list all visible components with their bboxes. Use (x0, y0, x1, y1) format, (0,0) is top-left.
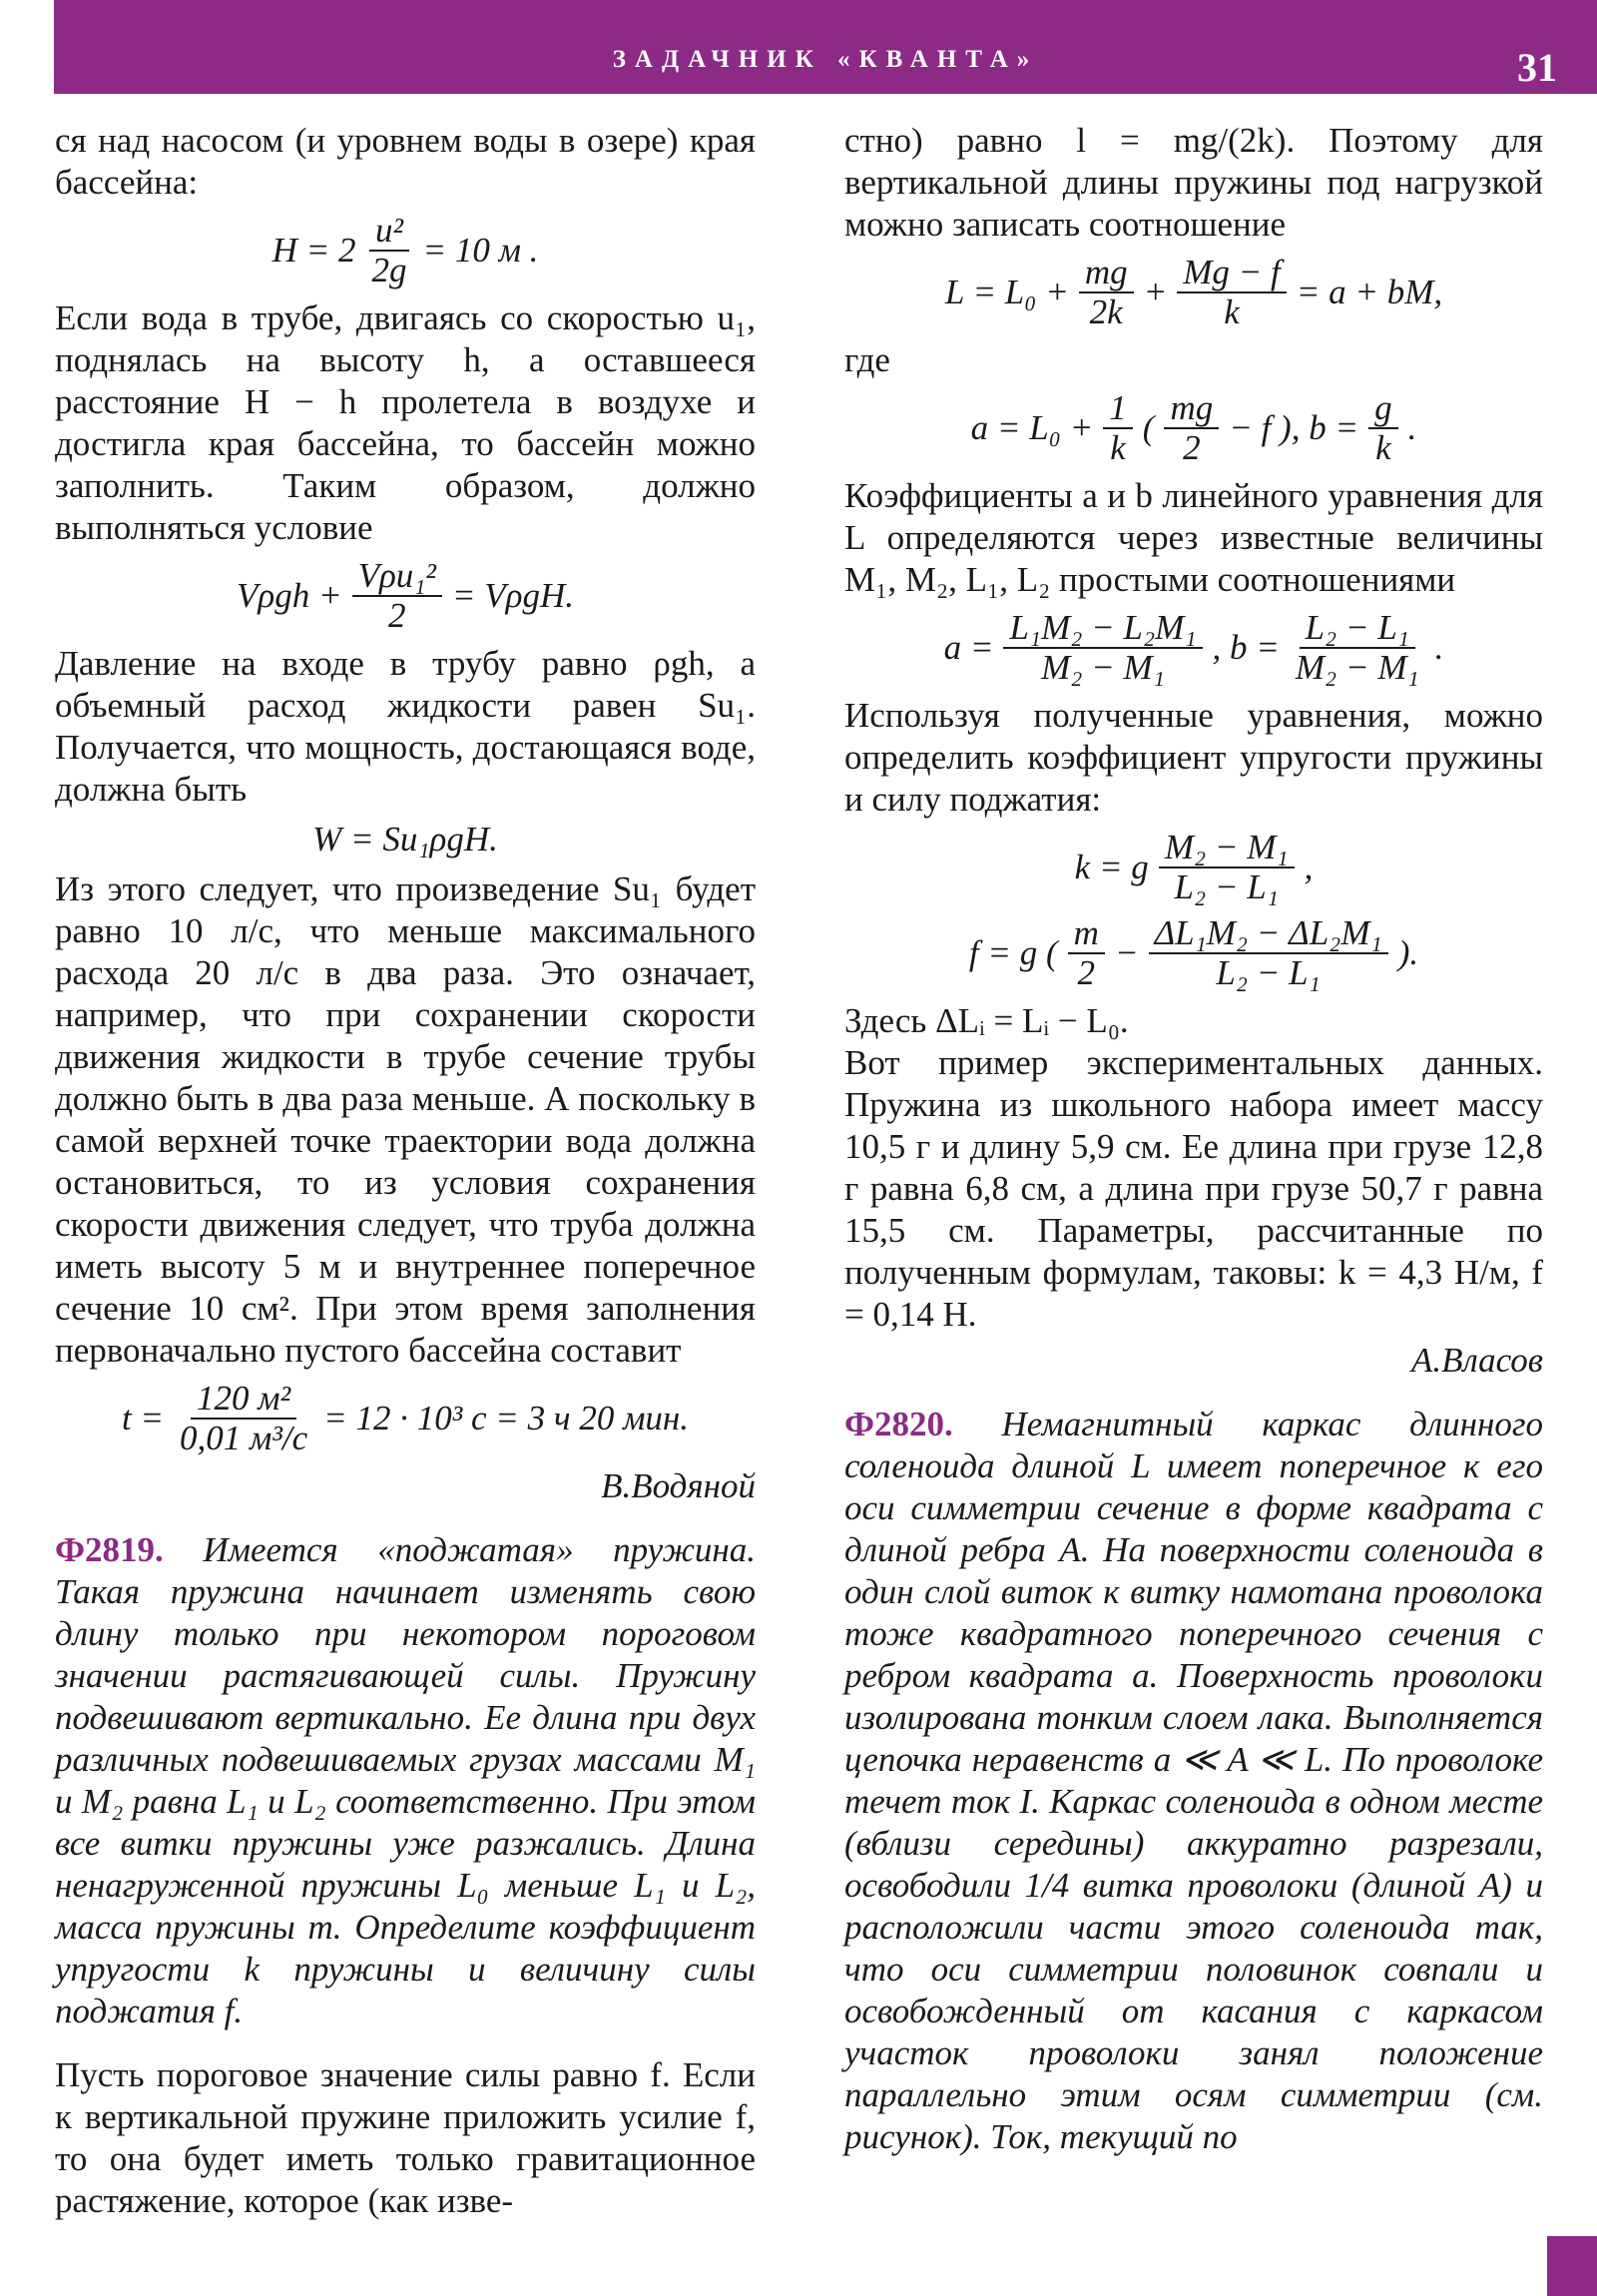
left-column (55, 120, 756, 2222)
problem-number: Ф2819. (55, 1530, 164, 1569)
problem-text: Имеется «поджатая» пружина. Такая пружина начинает изменять свою длину только при некотором пороговом значении растягивающей силы. Пружину подвешивают вертикально. Ее длина при двух различных подвешиваемых грузах массами M₁ и M₂ равна L₁ и L₂ соответственно. При этом все витки пружины уже разжались. Длина ненагруженной пружины L₀ меньше L₁ и L₂, масса пружины m. Определите коэффициент упругости k пружины и величину силы поджатия f. (55, 1530, 757, 2030)
paragraph: Пусть пороговое значение силы равно f. Если к вертикальной пружине приложить усилие f, то она будет иметь только гравитационное растяжение, которое (как изве- (55, 2055, 756, 2220)
corner-accent-bar (1547, 2236, 1597, 2296)
paragraph: Вот пример экспериментальных данных. Пружина из школьного набора имеет массу 10,5 г и длину 5,9 см. Ее длина при грузе 12,8 г равна 6,8 см, а длина при грузе 50,7 г равна 15,5 см. Параметры, рассчитанные по полученным формулам, таковы: k = 4,3 Н/м, f = 0,14 Н. (844, 1043, 1543, 1334)
author-signature: А.Власов (1410, 1341, 1543, 1380)
author-signature: В.Водяной (601, 1466, 756, 1505)
paragraph: где (844, 340, 890, 379)
paragraph: Здесь ΔLᵢ = Lᵢ − L₀. (844, 1001, 1129, 1040)
page-number: 31 (1517, 45, 1557, 90)
paragraph: Если вода в трубе, двигаясь со скоростью u₁, поднялась на высоту h, а оставшееся расстояние H − h пролетела в воздухе и достигла края бассейна, то бассейн можно заполнить. Таким образом, должно выполняться условие (55, 298, 756, 547)
problem-F2819 (55, 1529, 756, 2032)
formula-H: H = 2 $\frac{\text{u²}}{2g}$ = 10 м . (271, 211, 539, 289)
formula-k: k = g $\frac{\text{M₂ − M₁}}{\text{L₂ − L₁}}$ , (1074, 828, 1314, 906)
problem-F2820 (844, 1404, 1543, 2158)
paragraph: Из этого следует, что произведение Su₁ будет равно 10 л/с, что меньше максимального расхода 20 л/с в два раза. Это означает, например, что при сохранении скорости движения жидкости в трубе сечение трубы должно быть в два раза меньше. А поскольку в самой верхней точке траектории вода должна остановиться, то из условия сохранения скорости движения следует, что труба должна иметь высоту 5 м и внутреннее поперечное сечение 10 см². При этом время заполнения первоначально пустого бассейна составит (55, 869, 756, 1370)
problem-text: Немагнитный каркас длинного соленоида длиной L имеет поперечное к его оси симметрии сечение в форме квадрата с длиной ребра A. На поверхности соленоида в один слой виток к витку намотана проволока тоже квадратного поперечного сечения с ребром квадрата a. Поверхность проволоки изолирована тонким слоем лака. Выполняется цепочка неравенств a ≪ A ≪ L. По проволоке течет ток I. Каркас соленоида в одном месте (вблизи середины) аккуратно разрезали, освободили 1/4 витка проволоки (длиной A) и расположили части этого соленоида так, что оси симметрии половинок совпали и освобожденный от касания с каркасом участок проволоки занял положение параллельно этим осям симметрии (см. рисунок). Ток, текущий по (844, 1405, 1543, 2156)
formula-L: L = L₀ + $\frac{mg}{2k}$ + $\frac{Mg - f}{k}$ = a + bM, (944, 253, 1443, 331)
formula-a-b: a = L₀ + $\frac{1}{k}$ ( $\frac{mg}{2}$ − f ), b = $\frac{g}{k}$ . (970, 388, 1417, 467)
formula-coefficients: a = $\frac{\text{L₁M₂ − L₂M₁}}{\text{M₂ − M₁}}$ , b = $\frac{\text{L₂ − L₁}}{\text{M₂ − M₁}}$ . (943, 608, 1444, 687)
right-column (844, 120, 1543, 2158)
paragraph: стно) равно l = mg/(2k). Поэтому для вертикальной длины пружины под нагрузкой можно записать соотношение (844, 121, 1543, 244)
page-header (54, 0, 1597, 94)
journal-section-title: ЗАДАЧНИК «КВАНТА» (612, 46, 1039, 73)
paragraph: Используя полученные уравнения, можно определить коэффициент упругости пружины и силу поджатия: (844, 696, 1543, 819)
formula-power: W = Su₁ρgH. (312, 820, 498, 859)
problem-number: Ф2820. (844, 1405, 953, 1443)
formula-time: t = $\frac{\text{120 м²}}{\text{0,01 м³/с}}$ = 12 · 10³ с = 3 ч 20 мин. (121, 1379, 690, 1457)
paragraph: Коэффициенты a и b линейного уравнения для L определяются через известные величины M₁, M₂, L₁, L₂ простыми соотношениями (844, 476, 1543, 599)
formula-energy: Vρgh + $\frac{\text{Vρu₁²}}{2}$ = VρgH. (237, 556, 574, 635)
formula-f: f = g ( $\frac{m}{2}$ − $\frac{\text{ΔL₁M₂ − ΔL₂M₁}}{\text{L₂ − L₁}}$ ). (968, 913, 1419, 992)
paragraph: Давление на входе в трубу равно ρgh, а объемный расход жидкости равен Su₁. Получается, что мощность, достающаяся воде, должна быть (55, 644, 756, 809)
paragraph: ся над насосом (и уровнем воды в озере) края бассейна: (55, 121, 756, 202)
